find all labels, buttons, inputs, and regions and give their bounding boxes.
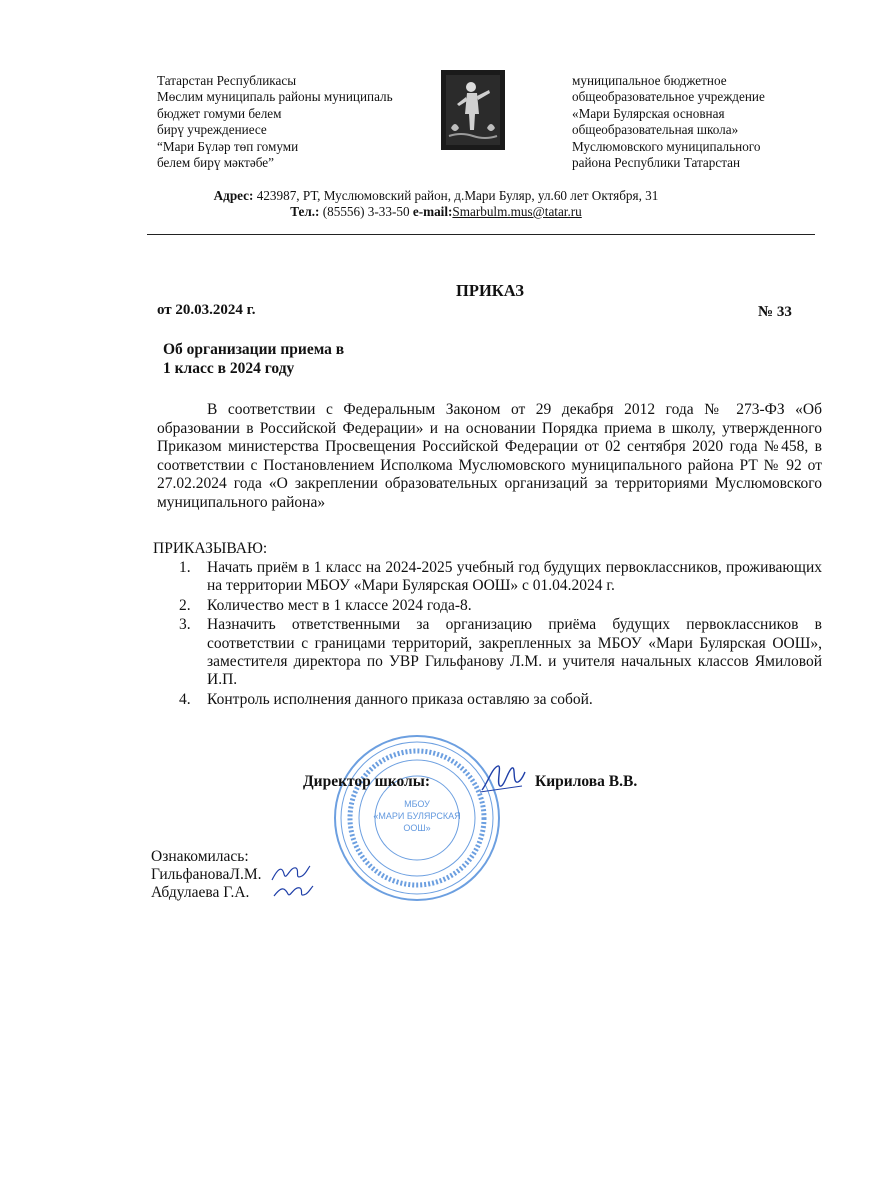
director-name: Кирилова В.В. xyxy=(535,773,638,790)
item-text: Контроль исполнения данного приказа оставляю за собой. xyxy=(207,690,593,708)
item-number: 4. xyxy=(179,690,191,708)
list-item xyxy=(177,559,822,596)
svg-text:ООШ»: ООШ» xyxy=(403,823,431,833)
list-item xyxy=(177,616,822,690)
header-line: «Мари Булярская основная xyxy=(572,105,725,121)
school-stamp-icon xyxy=(332,733,502,903)
email-label: e-mail: xyxy=(412,204,453,219)
header-line: Муслюмовского муниципального xyxy=(572,138,761,154)
svg-text:МБОУ: МБОУ xyxy=(404,799,430,809)
russian-header-block xyxy=(572,73,765,171)
document-subject xyxy=(163,341,344,378)
list-item xyxy=(177,691,822,709)
subject-line: Об организации приема в xyxy=(163,341,345,358)
director-title: Директор школы: xyxy=(303,773,430,790)
item-text: Начать приём в 1 класс на 2024-2025 учебный год будущих первоклассников, проживающих на территории МБОУ «Мари Булярская ООШ» с 01.04.2024 г. xyxy=(207,559,822,595)
svg-text:«МАРИ БУЛЯРСКАЯ: «МАРИ БУЛЯРСКАЯ xyxy=(373,811,461,821)
header-line: муниципальное бюджетное xyxy=(572,73,727,88)
order-list xyxy=(177,559,822,710)
item-number: 3. xyxy=(179,616,191,634)
order-label: ПРИКАЗЫВАЮ: xyxy=(153,540,268,557)
document-date: от 20.03.2024 г. xyxy=(157,302,256,318)
header-line: общеобразовательное учреждение xyxy=(572,89,765,105)
district-emblem-icon xyxy=(441,70,505,150)
contact-line xyxy=(0,203,872,220)
address-line xyxy=(0,187,872,204)
acknowledgement-label: Ознакомилась: xyxy=(151,848,249,865)
tatar-header-block xyxy=(157,73,393,171)
phone-label: Тел.: xyxy=(290,204,320,219)
acknowledgement-signature-icon xyxy=(272,880,314,904)
preamble-paragraph: В соответствии с Федеральным Законом от 29 декабря 2012 года № 273-ФЗ «Об образовании в Российской Федерации» и на основании Порядка приема в школу, утвержденного Приказом министерства Просвещения Российской Федерации от 02 сентября 2020 года №458, в соответствии с Постановлением Исполкома Муслюмовского муниципального района РТ № 92 от 27.02.2024 года «О закреплении образовательных организаций за территориями Муслюмовского муниципального района» xyxy=(157,401,822,511)
item-number: 1. xyxy=(179,559,191,576)
document-title: ПРИКАЗ xyxy=(456,281,524,300)
acknowledgement-name: ГильфановаЛ.М. xyxy=(151,865,262,883)
phone-text: (85556) 3-33-50 xyxy=(319,204,413,219)
header-divider xyxy=(147,234,815,235)
header-line: Мөслим муниципаль районы муниципаль xyxy=(157,89,393,105)
header-line: Татарстан Республикасы xyxy=(157,73,297,88)
director-signature-icon xyxy=(478,760,526,798)
item-number: 2. xyxy=(179,596,191,614)
document-number: № 33 xyxy=(758,304,792,320)
header-line: района Республики Татарстан xyxy=(572,155,741,171)
header-line: белем бирү мәктәбе” xyxy=(157,155,275,171)
list-item xyxy=(177,597,822,615)
acknowledgement-block xyxy=(151,848,261,901)
item-text: Количество мест в 1 классе 2024 года-8. xyxy=(207,596,472,614)
address-text: 423987, РТ, Муслюмовский район, д.Мари Буляр, ул.60 лет Октября, 31 xyxy=(253,188,659,203)
header-line: “Мари Бүләр төп гомуми xyxy=(157,138,299,154)
header-line: общеобразовательная школа» xyxy=(572,122,739,138)
email-link[interactable]: Smarbulm.mus@tatar.ru xyxy=(452,204,582,219)
header-line: бирү учреждениесе xyxy=(157,122,267,138)
acknowledgement-name: Абдулаева Г.А. xyxy=(151,883,250,901)
item-text: Назначить ответственными за организацию приёма будущих первоклассников в соответствии с границами территорий, закрепленных за МБОУ «Мари Булярская ООШ», заместителя директора по УВР Гильфанову Л.М. и учителя начальных классов Ямиловой И.П. xyxy=(207,616,822,689)
header-line: бюджет гомуми белем xyxy=(157,105,282,121)
address-label: Адрес: xyxy=(213,188,254,203)
subject-line: 1 класс в 2024 году xyxy=(163,359,295,377)
